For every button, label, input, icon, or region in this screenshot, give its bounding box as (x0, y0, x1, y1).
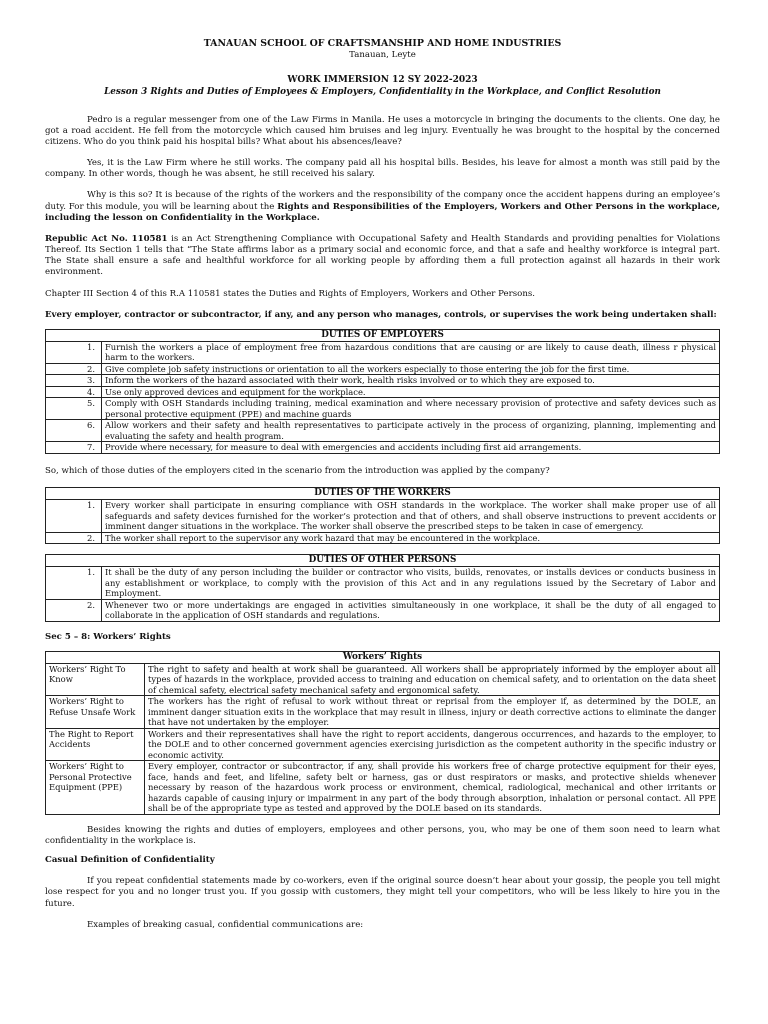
table-row (46, 599, 720, 621)
outro-paragraph-2: If you repeat confidential statements made by co-workers, even if the original source doesn’t hear about your gossip, the people you tell might lose respect for you and no longer trust you. If you gossip with customers, they might tell your competitors, who will be less likely to hire you in the future. (45, 876, 720, 909)
course-title: WORK IMMERSION 12 SY 2022-2023 (287, 75, 478, 86)
lesson-title: Lesson 3 Rights and Duties of Employees & Employers, Confidentiality in the Workplace, and Conflict Resolution (104, 87, 661, 98)
school-location: Tanauan, Leyte (349, 50, 416, 61)
table-row (46, 386, 720, 398)
workers-rights-table (45, 651, 720, 815)
chapter-paragraph: Chapter III Section 4 of this R.A 110581 states the Duties and Rights of Employers, Workers and Other Persons. (45, 288, 535, 299)
outro-paragraph-3: Examples of breaking casual, confidential communications are: (87, 919, 364, 930)
right-description: The right to safety and health at work shall be guaranteed. All workers shall be appropriately informed by the employer about all types of hazards in the workplace, provided access to training and education on chemical safety, and to orientation on the data sheet of chemical safety, electrical safety mechanical safety and ergonomical safety. (145, 663, 720, 696)
item-text: Provide where necessary, for measure to deal with emergencies and accidents including first aid arrangements. (102, 442, 720, 454)
duties-of-workers-table (45, 487, 720, 544)
question-paragraph: So, which of those duties of the employers cited in the scenario from the introduction was applied by the company? (45, 465, 550, 476)
item-number: 1. (46, 500, 102, 533)
intro-paragraph-1: Pedro is a regular messenger from one of the Law Firms in Manila. He uses a motorcycle in bringing the documents to the clients. One day, he got a road accident. He fell from the motorcycle which caused him bruises and leg injury. Eventually he was brought to the hospital by the concerned citizens. Who do you think paid his hospital bills? What about his absences/leave? (45, 114, 720, 147)
school-name: TANAUAN SCHOOL OF CRAFTSMANSHIP AND HOME INDUSTRIES (203, 38, 562, 49)
item-number: 3. (46, 375, 102, 387)
right-label: Workers’ Right To Know (46, 663, 145, 696)
right-description: Every employer, contractor or subcontractor, if any, shall provide his workers free of charge protective equipment for their eyes, face, hands and feet, and lifeline, safety belt or harness, gas or dust respirators or masks, and protective shields whenever necessary by reason of the hazardous work process or environment, chemical, radiological, mechanical and other irritants or hazards capable of causing injury or impairment in any part of the body through absorption, inhalation or personal contact. All PPE shall be of the appropriate type as tested and approved by the DOLE based on its standards. (145, 761, 720, 815)
item-number: 2. (46, 599, 102, 621)
republic-act-text: is an Act Strengthening Compliance with Occupational Safety and Health Standards and providing penalties for Violations Thereof. Its Section 1 tells that “The State affirms labor as a primary social and economic force, and that a safe and healthy workforce is integral part. The State shall ensure a safe and healthful workforce for all working people by affording them a full protection against all hazards in their work environment. (45, 233, 720, 278)
item-number: 1. (46, 567, 102, 600)
intro-paragraph-3-bold: Rights and Responsibilities of the Employers, Workers and Other Persons in the workplace, including the lesson on Confidentiality in the Workplace. (45, 201, 720, 223)
item-number: 1. (46, 341, 102, 363)
table-row (46, 500, 720, 533)
item-text: Give complete job safety instructions or orientation to all the workers especially to those entering the job for the first time. (102, 363, 720, 375)
every-employer-paragraph: Every employer, contractor or subcontractor, if any, and any person who manages, controls, or supervises the work being undertaken shall: (45, 309, 717, 320)
item-text: It shall be the duty of any person including the builder or contractor who visits, builds, renovates, or installs devices or conducts business in any establishment or workplace, to comply with the provision of this Act and in any regulations issued by the Secretary of Labor and Employment. (102, 567, 720, 600)
intro-paragraph-3-text: Why is this so? It is because of the rights of the workers and the responsibility of the company once the accident happens during an employee’s duty. For this module, you will be learning about the (45, 190, 720, 212)
item-text: The worker shall report to the supervisor any work hazard that may be encountered in the workplace. (102, 532, 720, 544)
table-row (46, 363, 720, 375)
intro-paragraph-2: Yes, it is the Law Firm where he still works. The company paid all his hospital bills. Besides, his leave for almost a month was still paid by the company. In other words, though he was absent, he still received his salary. (45, 158, 720, 180)
table-row (46, 567, 720, 600)
item-text: Allow workers and their safety and health representatives to participate actively in the process of organizing, planning, implementing and evaluating the safety and health program. (102, 420, 720, 442)
republic-act-number: Republic Act No. 110581 (45, 233, 168, 244)
table-row (46, 663, 720, 696)
item-text: Comply with OSH Standards including training, medical examination and where necessary provision of protective and safety devices such as personal protective equipment (PPE) and machine guards (102, 398, 720, 420)
item-number: 4. (46, 386, 102, 398)
intro-paragraph-3 (45, 190, 720, 224)
item-number: 2. (46, 532, 102, 544)
document-page (45, 38, 720, 931)
right-description: Workers and their representatives shall have the right to report accidents, dangerous occurrences, and hazards to the employer, to the DOLE and to other concerned government agencies exercising jurisdiction as the competent authority in the specific industry or economic activity. (145, 728, 720, 761)
item-text: Inform the workers of the hazard associated with their work, health risks involved or to which they are exposed to. (102, 375, 720, 387)
right-label: The Right to Report Accidents (46, 728, 145, 761)
duties-of-employers-table (45, 329, 720, 454)
republic-act-paragraph (45, 234, 720, 279)
table-row (46, 728, 720, 761)
item-number: 5. (46, 398, 102, 420)
item-text: Every worker shall participate in ensuring compliance with OSH standards in the workplace. The worker shall make proper use of all safeguards and safety devices furnished for the worker’s protection and that of others, and shall observe instructions to prevent accidents or imminent danger situations in the workplace. The worker shall observe the prescribed steps to be taken in case of emergency. (102, 500, 720, 533)
duties-of-employers-header: DUTIES OF EMPLOYERS (46, 329, 720, 341)
outro-paragraph-1: Besides knowing the rights and duties of employers, employees and other persons, you, who may be one of them soon need to learn what confidentiality in the workplace is. (45, 824, 720, 846)
right-description: The workers has the right of refusal to work without threat or reprisal from the employer if, as determined by the DOLE, an imminent danger situation exits in the workplace that may result in illness, injury or death corrective actions to eliminate the danger that have not undertaken by the employer. (145, 696, 720, 729)
table-row (46, 442, 720, 454)
item-number: 6. (46, 420, 102, 442)
item-number: 2. (46, 363, 102, 375)
table-row (46, 696, 720, 729)
duties-of-other-persons-header: DUTIES OF OTHER PERSONS (46, 555, 720, 567)
right-label: Workers’ Right to Refuse Unsafe Work (46, 696, 145, 729)
workers-rights-header: Workers’ Rights (46, 651, 720, 663)
duties-of-workers-header: DUTIES OF THE WORKERS (46, 488, 720, 500)
right-label: Workers’ Right to Personal Protective Equipment (PPE) (46, 761, 145, 815)
workers-rights-heading: Sec 5 – 8: Workers’ Rights (45, 631, 171, 642)
table-row (46, 761, 720, 815)
confidentiality-heading: Casual Definition of Confidentiality (45, 855, 215, 866)
table-row (46, 532, 720, 544)
item-text: Use only approved devices and equipment for the workplace. (102, 386, 720, 398)
table-row (46, 375, 720, 387)
item-text: Whenever two or more undertakings are engaged in activities simultaneously in one workplace, it shall be the duty of all engaged to collaborate in the application of OSH standards and regulations. (102, 599, 720, 621)
table-row (46, 398, 720, 420)
duties-of-other-persons-table (45, 554, 720, 621)
item-number: 7. (46, 442, 102, 454)
item-text: Furnish the workers a place of employment free from hazardous conditions that are causing or are likely to cause death, illness r physical harm to the workers. (102, 341, 720, 363)
table-row (46, 420, 720, 442)
table-row (46, 341, 720, 363)
